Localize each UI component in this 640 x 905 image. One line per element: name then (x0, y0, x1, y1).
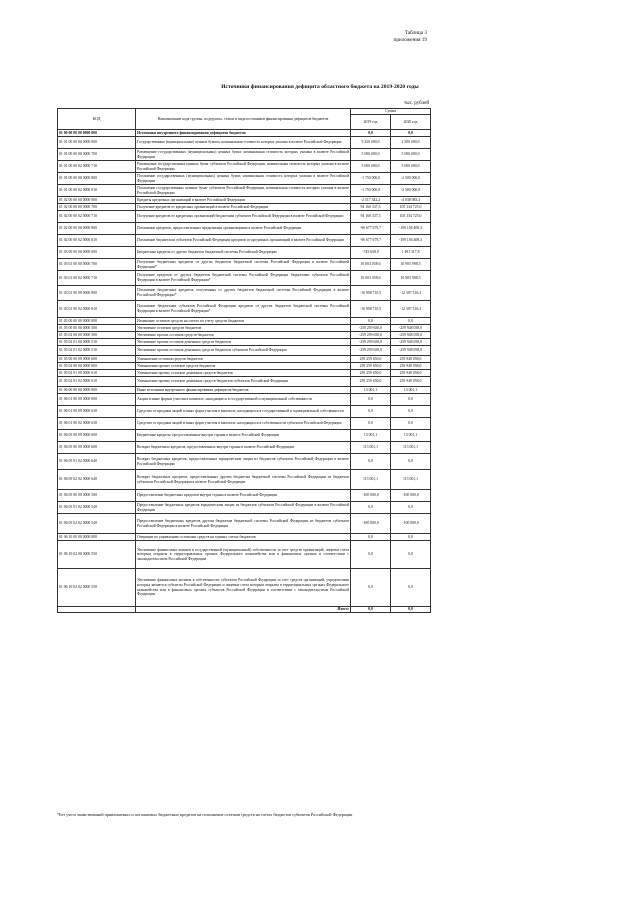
column-header-name: Наименование кода группы, подгруппы, статьи и вида источников финансирования дефицитов бюджетов (136, 109, 351, 130)
table-row (58, 534, 431, 541)
row-value-2019: 9 250 000,0 (351, 137, 391, 149)
row-code: 01 05 02 01 02 0000 610 (58, 377, 136, 387)
row-code: 01 02 00 00 02 0000 810 (58, 235, 136, 247)
table-row (58, 204, 431, 211)
table-caption (394, 30, 427, 44)
row-code: 01 06 01 00 02 0000 630 (58, 418, 136, 430)
row-value-2020: -259 948 058,0 (391, 332, 431, 339)
row-value-2019: 0,0 (351, 454, 391, 470)
column-header-sum: Сумма (351, 109, 431, 115)
column-header-year1: 2019 год (351, 115, 391, 130)
row-value-2019: 0,0 (351, 394, 391, 406)
row-value-2020: -2 500 000,0 (391, 185, 431, 197)
row-name: Получение кредитов от других бюджетов бюджетной системы Российской Федерации бюджетами субъектов Российской Федерации в валюте Российской Федерации* (136, 271, 351, 286)
row-value-2019: -259 259 650,0 (351, 346, 391, 356)
row-name: Погашение бюджетных кредитов, полученных от других бюджетов бюджетной системы Российской Федерации в валюте Российской Федерации* (136, 286, 351, 301)
row-value-2020: 113 001,1 (391, 442, 431, 454)
row-value-2020: -2 500 000,0 (391, 173, 431, 185)
table-row (58, 541, 431, 569)
row-value-2019: -2 517 342,2 (351, 197, 391, 204)
row-name: Возврат бюджетных кредитов, предоставленных внутри страны в валюте Российской Федерации (136, 442, 351, 454)
row-value-2019: 0,0 (351, 130, 391, 137)
row-value-2020: 105 134 725,0 (391, 211, 431, 223)
row-value-2019: 10 003 058,6 (351, 259, 391, 271)
row-value-2020: 1 491 317,8 (391, 247, 431, 259)
row-value-2019: 0,0 (351, 318, 391, 325)
row-value-2019: -96 677 679,7 (351, 223, 391, 235)
column-header-code: КОД (58, 109, 136, 130)
table-row (58, 211, 431, 223)
row-code: 01 06 10 02 00 0000 550 (58, 541, 136, 569)
table-row (58, 387, 431, 394)
row-name: Кредиты кредитных организаций в валюте Российской Федерации (136, 197, 351, 204)
row-value-2020: 113 001,1 (391, 470, 431, 490)
table-row (58, 235, 431, 247)
table-row (58, 406, 431, 418)
row-value-2019: 0,0 (351, 569, 391, 607)
row-name: Иные источники внутреннего финансирования дефицитов бюджетов (136, 387, 351, 394)
table-row (58, 137, 431, 149)
row-value-2019: 113 001,1 (351, 442, 391, 454)
row-value-2020: 0,0 (391, 541, 431, 569)
row-name: Размещение государственных ценных бумаг субъектов Российской Федерации, номинальная стоимость которых указана в валюте Российской Федерации (137, 161, 349, 171)
annex-reference: приложения 19 (393, 37, 427, 43)
row-name: Изменение остатков средств на счетах по учету средств бюджетов (136, 318, 351, 325)
row-value-2020: 0,0 (391, 406, 431, 418)
row-name: Уменьшение остатков средств бюджетов (136, 356, 351, 363)
row-value-2020: 259 948 058,0 (391, 370, 431, 377)
row-value-2020: 0,0 (391, 418, 431, 430)
row-name: Уменьшение прочих остатков денежных средств бюджетов субъектов Российской Федерации (136, 377, 351, 387)
row-code: 01 03 00 00 00 0000 000 (58, 247, 136, 259)
row-code: 01 05 00 00 00 0000 600 (58, 356, 136, 363)
row-code: 01 06 01 00 00 0000 000 (58, 394, 136, 406)
row-value-2019: 10 003 058,6 (351, 271, 391, 286)
row-code: 01 06 10 02 02 0000 550 (58, 569, 136, 607)
row-name: Бюджетные кредиты, предоставленные внутри страны в валюте Российской Федерации (136, 430, 351, 442)
row-value-2020: 13 001,1 (391, 387, 431, 394)
row-value-2020: 0,0 (391, 318, 431, 325)
page-title: Источники финансирования дефицита областного бюджета на 2019-2020 годы (221, 84, 419, 90)
row-code: 01 01 00 00 00 0000 800 (58, 173, 136, 185)
row-name: Источники внутреннего финансирования дефицитов бюджетов (136, 130, 351, 137)
row-value-2020: -259 948 058,0 (391, 346, 431, 356)
row-name: Государственные (муниципальные) ценные бумаги, номинальная стоимость которых указана в валюте Российской Федерации (136, 137, 351, 149)
row-code: 01 01 00 00 00 0000 000 (58, 137, 136, 149)
row-name: Погашение бюджетами субъектов Российской Федерации кредитов от кредитных организаций в валюте Российской Федерации (136, 235, 351, 247)
table-row (58, 339, 431, 346)
table-row (58, 356, 431, 363)
row-code: 01 06 05 02 02 0000 640 (58, 470, 136, 490)
table-row (58, 346, 431, 356)
row-name: Погашение бюджетами субъектов Российской Федерации кредитов от других бюджетов бюджетной системы Российской Федерации в валюте Российской Федерации* (136, 301, 351, 318)
table-row (58, 318, 431, 325)
table-row (58, 370, 431, 377)
table-row (58, 259, 431, 271)
row-value-2020: 2 500 000,0 (391, 137, 431, 149)
row-name: Возврат бюджетных кредитов, предоставленных юридическим лицам из бюджетов субъектов Российской Федерации в валюте Российской Федерации (136, 454, 351, 470)
table-row (58, 286, 431, 301)
row-code: 01 06 10 00 00 0000 000 (58, 534, 136, 541)
row-value-2020: 259 948 058,0 (391, 363, 431, 370)
row-name: Уменьшение прочих остатков денежных средств бюджетов (136, 370, 351, 377)
row-value-2020: 0,0 (391, 394, 431, 406)
row-value-2020: 5 000 000,0 (391, 161, 431, 173)
row-value-2020: 105 134 725,0 (391, 204, 431, 211)
row-value-2019: -745 658,9 (351, 247, 391, 259)
row-code: 01 06 05 00 00 0000 600 (58, 442, 136, 454)
row-name: Операции по управлению остатками средств на единых счетах бюджетов (136, 534, 351, 541)
row-name: Средства от продажи акций и иных форм участия в капитале, находящихся в собственности субъектов Российской Федерации (136, 418, 351, 430)
row-name: Акции и иные формы участия в капитале, находящиеся в государственной и муниципальной собственности (136, 394, 351, 406)
table-row (58, 569, 431, 607)
row-value-2019: -10 908 710,5 (351, 286, 391, 301)
row-code: 01 03 01 00 00 0000 700 (58, 259, 136, 271)
row-value-2020: 5 000 000,0 (391, 149, 431, 161)
row-name: Получение бюджетных кредитов от других бюджетов бюджетной системы Российской Федерации в валюте Российской Федерации* (137, 259, 349, 269)
row-name: Увеличение прочих остатков средств бюджетов (136, 332, 351, 339)
row-name: Предоставление бюджетных кредитов юридическим лицам из бюджетов субъектов Российской Федерации в валюте Российской Федерации (137, 502, 349, 512)
row-value-2020: -12 397 316,3 (391, 286, 431, 301)
row-value-2019: 259 259 650,0 (351, 363, 391, 370)
row-value-2019: 0,0 (351, 502, 391, 514)
table-row (58, 130, 431, 137)
row-name: Возврат бюджетных кредитов, предоставленных другим бюджетам бюджетной системы Российской Федерации из бюджетов субъектов Российской Федерации в валюте Российской Федерации (136, 470, 351, 490)
table-row (58, 185, 431, 197)
row-code: 01 06 00 00 00 0000 000 (58, 387, 136, 394)
row-code: 01 06 05 00 00 0000 000 (58, 430, 136, 442)
table-row (58, 161, 431, 173)
table-row (58, 247, 431, 259)
row-value-2019: 259 259 650,0 (351, 377, 391, 387)
row-value-2019: -100 000,0 (351, 490, 391, 502)
row-value-2019: -259 259 650,0 (351, 325, 391, 332)
table-row (58, 173, 431, 185)
row-value-2020: 0,0 (391, 534, 431, 541)
row-code: 01 02 00 00 02 0000 710 (58, 211, 136, 223)
column-header-year2: 2020 год (391, 115, 431, 130)
row-value-2020: 259 948 058,0 (391, 377, 431, 387)
total-y2: 0,0 (391, 607, 431, 613)
row-value-2019: -96 677 679,7 (351, 235, 391, 247)
row-value-2019: -10 908 710,5 (351, 301, 391, 318)
row-code: 01 05 02 01 00 0000 610 (58, 370, 136, 377)
row-name: Увеличение прочих остатков денежных средств бюджетов (136, 339, 351, 346)
row-code: 01 01 00 00 02 0000 710 (58, 161, 136, 173)
row-name: Средства от продажи акций и иных форм участия в капитале, находящихся в государственной и муниципальной собственности (136, 406, 351, 418)
row-code: 01 05 02 01 02 0000 510 (58, 346, 136, 356)
row-value-2019: 259 259 650,0 (351, 356, 391, 363)
row-code: 01 05 02 00 00 0000 600 (58, 363, 136, 370)
financing-table (57, 108, 431, 613)
row-value-2019: -259 259 650,0 (351, 332, 391, 339)
row-code: 01 00 00 00 00 0000 000 (58, 130, 136, 137)
row-value-2020: -100 000,0 (391, 514, 431, 534)
row-code: 01 03 01 00 02 0000 810 (58, 301, 136, 318)
row-value-2019: 0,0 (351, 541, 391, 569)
table-row (58, 490, 431, 502)
row-code: 01 06 05 02 02 0000 540 (58, 514, 136, 534)
row-name: Погашение государственных (муниципальных) ценных бумаг, номинальная стоимость которых указана в валюте Российской Федерации (137, 173, 349, 183)
row-code: 01 06 01 00 00 0000 630 (58, 406, 136, 418)
row-name: Увеличение остатков средств бюджетов (136, 325, 351, 332)
row-name: Получение кредитов от кредитных организаций в валюте Российской Федерации (136, 204, 351, 211)
table-row (58, 377, 431, 387)
row-value-2019: 94 160 337,5 (351, 204, 391, 211)
row-value-2020: 10 905 998,5 (391, 259, 431, 271)
row-code: 01 03 01 00 00 0000 800 (58, 286, 136, 301)
row-value-2019: 13 001,1 (351, 430, 391, 442)
table-row (58, 271, 431, 286)
row-code: 01 02 00 00 00 0000 700 (58, 204, 136, 211)
row-value-2020: 10 905 998,5 (391, 271, 431, 286)
row-value-2020: 0,0 (391, 569, 431, 607)
row-value-2019: -100 000,0 (351, 514, 391, 534)
row-value-2019: 0,0 (351, 418, 391, 430)
row-value-2019: 259 259 650,0 (351, 370, 391, 377)
table-row (58, 325, 431, 332)
row-value-2020: -109 156 408,3 (391, 235, 431, 247)
row-name: Увеличение финансовых активов в государственной (муниципальной) собственности за счет средств организаций, лицевые счета которым открыты в территориальных органах Федерального казначейства или в финансовых органах в соответствии с законодательством Российской Федерации (136, 541, 351, 569)
table-row (58, 223, 431, 235)
row-value-2020: -259 948 058,0 (391, 339, 431, 346)
row-name: Размещение государственных (муниципальных) ценных бумаг, номинальная стоимость которых указана в валюте Российской Федерации (137, 149, 349, 159)
table-row (58, 332, 431, 339)
row-name: Погашение государственных ценных бумаг субъектов Российской Федерации, номинальная стоимость которых указана в валюте Российской Федерации (137, 185, 349, 195)
row-code: 01 06 05 01 02 0000 640 (58, 454, 136, 470)
total-row (58, 607, 431, 613)
row-value-2019: 113 001,1 (351, 470, 391, 490)
table-row (58, 301, 431, 318)
table-row (58, 514, 431, 534)
row-value-2020: -12 397 316,3 (391, 301, 431, 318)
row-code: 01 03 01 00 02 0000 710 (58, 271, 136, 286)
table-row (58, 454, 431, 470)
row-value-2019: 0,0 (351, 406, 391, 418)
row-value-2020: 0,0 (391, 130, 431, 137)
table-row (58, 418, 431, 430)
row-name: Предоставление бюджетных кредитов другим бюджетам бюджетной системы Российской Федерации из бюджетов субъектов Российской Федерации в валюте Российской Федерации (136, 514, 351, 534)
row-value-2019: 5 000 000,0 (351, 149, 391, 161)
table-number: Таблица 3 (404, 30, 427, 36)
row-name: Увеличение финансовых активов в собственности субъектов Российской Федерации за счет средств организаций, учредителями которых являются субъекты Российской Федерации и лицевые счета которым открыты в территориальных органах Федерального казначейства или в финансовых органах субъектов Российской Федерации в соответствии с законодательством Российской Федерации (136, 569, 351, 607)
row-code: 01 02 00 00 00 0000 800 (58, 223, 136, 235)
row-value-2019: -1 750 000,0 (351, 173, 391, 185)
total-label: Итого: (136, 607, 351, 613)
row-value-2020: 0,0 (391, 454, 431, 470)
table-body (58, 130, 431, 607)
row-name: Увеличение прочих остатков денежных средств бюджетов субъектов Российской Федерации (136, 346, 351, 356)
row-code: 01 01 00 00 00 0000 700 (58, 149, 136, 161)
table-row (58, 442, 431, 454)
row-value-2020: -259 948 058,0 (391, 325, 431, 332)
table-row (58, 430, 431, 442)
table-row (58, 394, 431, 406)
table-row (58, 197, 431, 204)
row-value-2019: 0,0 (351, 534, 391, 541)
row-value-2019: 94 160 337,5 (351, 211, 391, 223)
table-row (58, 470, 431, 490)
row-value-2020: 13 001,1 (391, 430, 431, 442)
row-code: 01 01 00 00 02 0000 810 (58, 185, 136, 197)
total-y1: 0,0 (351, 607, 391, 613)
table-row (58, 149, 431, 161)
row-value-2020: -4 038 083,3 (391, 197, 431, 204)
row-name: Предоставление бюджетных кредитов внутри страны в валюте Российской Федерации (136, 490, 351, 502)
row-code: 01 06 05 00 00 0000 500 (58, 490, 136, 502)
row-code: 01 06 05 01 02 0000 540 (58, 502, 136, 514)
row-value-2020: -100 000,0 (391, 490, 431, 502)
footnote: *Без учета заимствований привлекаемых и погашаемых бюджетных кредитов на пополнение остатков средств на счетах бюджетов субъектов Российской Федерации (57, 812, 353, 817)
row-value-2019: 13 001,1 (351, 387, 391, 394)
row-value-2019: 5 000 000,0 (351, 161, 391, 173)
row-name: Получение кредитов от кредитных организаций бюджетами субъектов Российской Федерации в валюте Российской Федерации (136, 211, 351, 223)
total-code (58, 607, 136, 613)
row-name: Бюджетные кредиты от других бюджетов бюджетной системы Российской Федерации (136, 247, 351, 259)
row-value-2020: 259 948 058,0 (391, 356, 431, 363)
row-code: 01 05 02 00 00 0000 500 (58, 332, 136, 339)
row-value-2020: 0,0 (391, 502, 431, 514)
table-row (58, 502, 431, 514)
unit-label: тыс. рублей (404, 101, 429, 106)
row-code: 01 05 00 00 00 0000 500 (58, 325, 136, 332)
row-code: 01 02 00 00 00 0000 000 (58, 197, 136, 204)
row-value-2019: -1 750 000,0 (351, 185, 391, 197)
row-code: 01 05 00 00 00 0000 000 (58, 318, 136, 325)
row-value-2019: -259 259 650,0 (351, 339, 391, 346)
row-code: 01 05 02 01 00 0000 510 (58, 339, 136, 346)
row-name: Уменьшение прочих остатков средств бюджетов (136, 363, 351, 370)
row-name: Погашение кредитов, предоставленных кредитными организациями в валюте Российской Федерации (136, 223, 351, 235)
row-value-2020: -109 156 408,3 (391, 223, 431, 235)
table-row (58, 363, 431, 370)
